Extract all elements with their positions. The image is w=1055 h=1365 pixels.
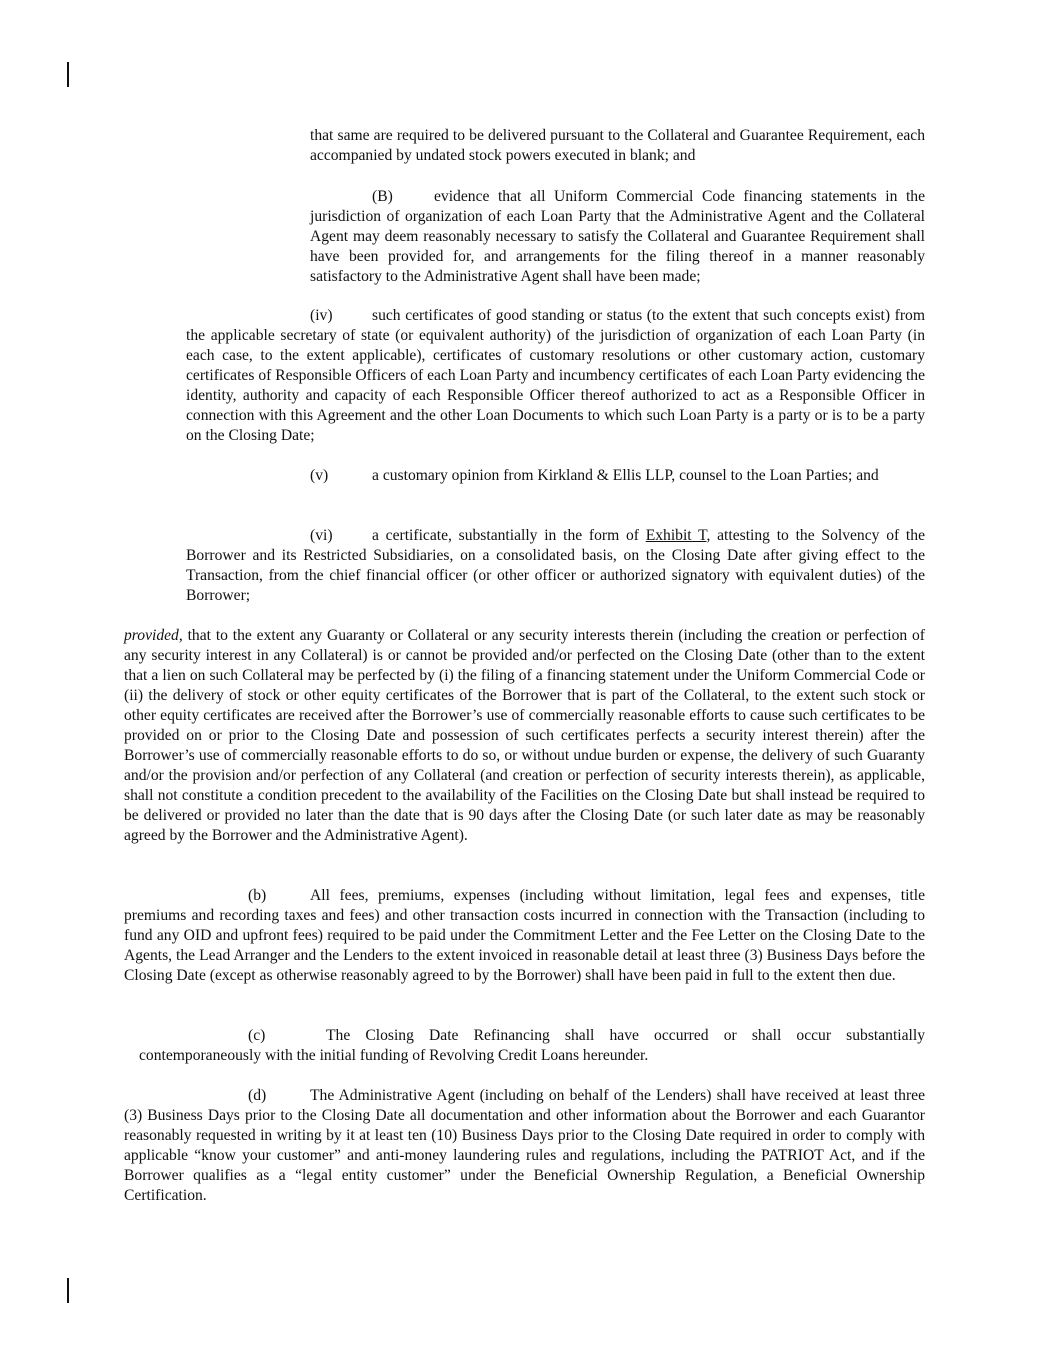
clause-iv-label: (iv) <box>310 307 333 324</box>
clause-c-text: The Closing Date Refinancing shall have occurred or shall occur substantially contemporaneously with the initial funding of Revolving Credit Loans hereunder. <box>139 1027 925 1064</box>
clause-iv-text: such certificates of good standing or status (to the extent that such concepts exist) from the applicable secretary of state (or equivalent authority) of the jurisdiction of organization of each Loan Party (in each case, to the extent applicable), certificates of customary resolutions or other customary action, customary certificates of Responsible Officers of each Loan Party and incumbency certificates of each Loan Party evidencing the identity, authority and capacity of each Responsible Officer thereof authorized to act as a Responsible Officer in connection with this Agreement and the other Loan Documents to which such Loan Party is a party or is to be a party on the Closing Date; <box>186 307 925 444</box>
clause-vi-text-before: a certificate, substantially in the form of <box>372 527 646 544</box>
clause-d <box>124 1086 925 1206</box>
clause-v-text: a customary opinion from Kirkland & Ellis LLP, counsel to the Loan Parties; and <box>372 467 879 484</box>
continuation-text: that same are required to be delivered pursuant to the Collateral and Guarantee Requirement, each accompanied by undated stock powers executed in blank; and <box>310 127 925 164</box>
clause-c <box>139 1026 925 1066</box>
exhibit-t-reference: Exhibit T <box>645 527 707 544</box>
margin-change-bar-top <box>67 62 69 87</box>
clause-d-label: (d) <box>248 1087 267 1104</box>
clause-b <box>124 886 925 986</box>
clause-b-label: (b) <box>248 887 267 904</box>
clause-vi-text-after: , attesting to the Solvency of the Borrower and its Restricted Subsidiaries, on a consolidated basis, on the Closing Date after giving effect to the Transaction, from the chief financial officer (or other officer or authorized signatory with equivalent duties) of the Borrower; <box>186 527 925 604</box>
clause-iv <box>186 306 925 446</box>
clause-v <box>186 466 925 486</box>
clause-vi <box>186 526 925 606</box>
clause-B-label: (B) <box>372 188 393 205</box>
clause-b-text: All fees, premiums, expenses (including without limitation, legal fees and expenses, title premiums and recording taxes and fees) and other transaction costs incurred in connection with the Transaction (including to fund any OID and upfront fees) required to be paid under the Commitment Letter and the Fee Letter on the Closing Date to the Agents, the Lead Arranger and the Lenders to the extent invoiced in reasonable detail at least three (3) Business Days before the Closing Date (except as otherwise reasonably agreed to by the Borrower) shall have been paid in full to the extent then due. <box>124 887 925 984</box>
continuation-paragraph <box>310 126 925 166</box>
clause-d-text: The Administrative Agent (including on behalf of the Lenders) shall have received at least three (3) Business Days prior to the Closing Date all documentation and other information about the Borrower and each Guarantor reasonably requested in writing by it at least ten (10) Business Days prior to the Closing Date required in order to comply with applicable “know your customer” and anti-money laundering rules and regulations, including the PATRIOT Act, and if the Borrower qualifies as a “legal entity customer” under the Beneficial Ownership Regulation, a Beneficial Ownership Certification. <box>124 1087 925 1204</box>
clause-c-label: (c) <box>248 1027 266 1044</box>
proviso-paragraph <box>124 626 925 846</box>
clause-v-label: (v) <box>310 467 329 484</box>
proviso-text: , that to the extent any Guaranty or Collateral or any security interests therein (including the creation or perfection of any security interest in any Collateral) is or cannot be provided and/or perfected on the Closing Date (other than to the extent that a lien on such Collateral may be perfected by (i) the filing of a financing statement under the Uniform Commercial Code or (ii) the delivery of stock or other equity certificates of the Borrower that is part of the Collateral, to the extent such stock or other equity certificates are received after the Borrower’s use of commercially reasonable efforts to cause such certificates to be provided on or prior to the Closing Date and possession of such certificates perfects a security interest therein) after the Borrower’s use of commercially reasonable efforts to do so, or without undue burden or expense, the delivery of such Guaranty and/or the provision and/or perfection of any Collateral (and creation or perfection of security interests therein), as applicable, shall not constitute a condition precedent to the availability of the Facilities on the Closing Date but shall instead be required to be delivered or provided no later than the date that is 90 days after the Closing Date (or such later date as may be reasonably agreed by the Borrower and the Administrative Agent). <box>124 627 925 844</box>
proviso-lead: provided <box>124 627 179 644</box>
clause-B <box>310 187 925 287</box>
clause-B-text: evidence that all Uniform Commercial Code financing statements in the jurisdiction of organization of each Loan Party that the Administrative Agent and the Collateral Agent may deem reasonably necessary to satisfy the Collateral and Guarantee Requirement shall have been provided for, and arrangements for the filing thereof in a manner reasonably satisfactory to the Administrative Agent shall have been made; <box>310 188 925 285</box>
clause-vi-label: (vi) <box>310 527 333 544</box>
margin-change-bar-bottom <box>67 1278 69 1303</box>
